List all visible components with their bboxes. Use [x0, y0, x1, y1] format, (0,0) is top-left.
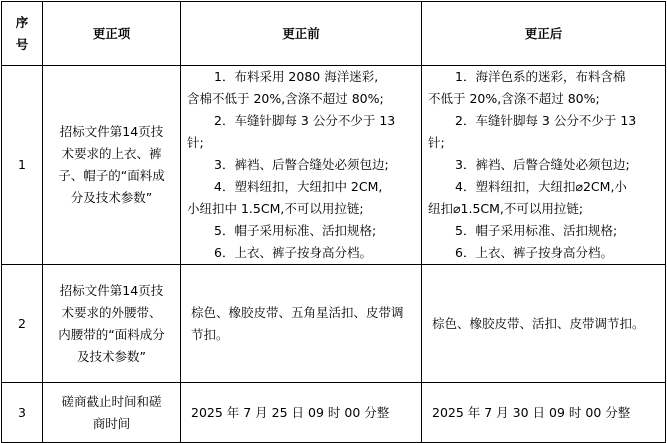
row-number: 3	[2, 383, 43, 443]
row-number: 2	[2, 265, 43, 383]
table-row	[2, 383, 666, 443]
before-line: 6．上衣、裤子按身高分档。	[214, 245, 372, 260]
before-line: 4．塑料纽扣，大纽扣中 2CM,	[214, 179, 383, 194]
after-line: 6．上衣、裤子按身高分档。	[455, 245, 613, 260]
before-line: 5．帽子采用标准、活扣规格;	[214, 223, 377, 238]
content-before: 2025 年 7 月 25 日 09 时 00 分整	[181, 383, 422, 443]
after-line: 纽扣⌀1.5CM,不可以用拉链;	[428, 201, 584, 216]
correction-item: 招标文件第14页技术要求的外腰带、内腰带的“面料成分及技术参数”	[43, 265, 181, 383]
content-after	[422, 66, 666, 265]
after-line: 不低于 20%,含涤不超过 80%;	[428, 91, 600, 106]
correction-item: 招标文件第14页技术要求的上衣、裤子、帽子的“面料成分及技术参数”	[43, 66, 181, 265]
header-no: 序号	[2, 2, 43, 66]
before-line: 针;	[187, 135, 204, 150]
after-line: 3．裤裆、后瞥合缝处必须包边;	[455, 157, 630, 172]
after-line: 4．塑料纽扣，大纽扣⌀2CM,小	[455, 179, 627, 194]
row-number: 1	[2, 66, 43, 265]
after-line: 1．海洋色系的迷彩，布料含棉	[455, 69, 626, 84]
table-row	[2, 66, 666, 265]
before-line: 含棉不低于 20%,含涤不超过 80%;	[187, 91, 384, 106]
table-row	[2, 265, 666, 383]
before-line: 2．车缝针脚每 3 公分不少于 13	[214, 113, 396, 128]
header-before: 更正前	[181, 2, 422, 66]
before-line: 3．裤裆、后瞥合缝处必须包边;	[214, 157, 389, 172]
header-item: 更正项	[43, 2, 181, 66]
correction-table	[1, 1, 666, 443]
content-before	[181, 66, 422, 265]
before-line: 小纽扣中 1.5CM,不可以用拉链;	[187, 201, 364, 216]
after-line: 针;	[428, 135, 445, 150]
header-after: 更正后	[422, 2, 666, 66]
content-after: 2025 年 7 月 30 日 09 时 00 分整	[422, 383, 666, 443]
after-line: 5．帽子采用标准、活扣规格;	[455, 223, 618, 238]
after-line: 2．车缝针脚每 3 公分不少于 13	[455, 113, 637, 128]
table-header-row	[2, 2, 666, 66]
content-before: 棕色、橡胶皮带、五角星活扣、皮带调节扣。	[181, 265, 422, 383]
correction-item: 磋商截止时间和磋商时间	[43, 383, 181, 443]
before-line: 1．布料采用 2080 海洋迷彩,	[214, 69, 379, 84]
content-after: 棕色、橡胶皮带、活扣、皮带调节扣。	[422, 265, 666, 383]
